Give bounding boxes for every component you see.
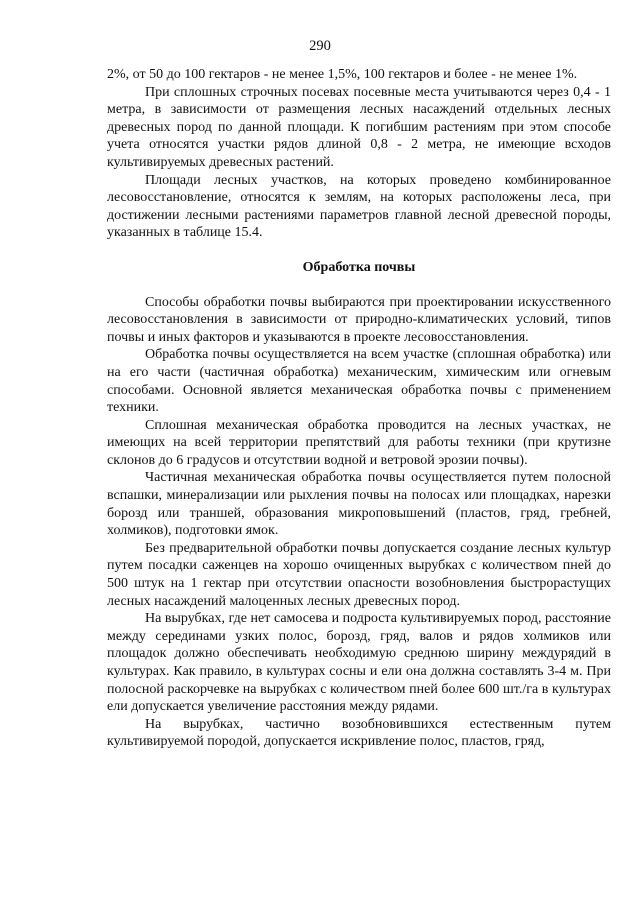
body-text: [107, 66, 611, 751]
paragraph-combined-reforestation: Площади лесных участков, на которых проведено комбинированное лесовосстановление, относятся к землям, на которых расположены леса, при достижении лесными растениями параметров главной лесной древесной породы, указанных в таблице 15.4.: [107, 172, 611, 241]
paragraph-partial-treatment: Частичная механическая обработка почвы осуществляется путем полосной вспашки, минерализации или рыхления почвы на полосах или площадках, нарезки борозд или траншей, образования микроповышений (пластов, гряд, гребней, холмиков), подготовки ямок.: [107, 470, 611, 539]
paragraph-partial-regrowth: На вырубках, частично возобновившихся естественным путем культивируемой породой, допускается искривление полос, пластов, гряд,: [107, 716, 611, 750]
paragraph-no-treatment: Без предварительной обработки почвы допускается создание лесных культур путем посадки саженцев на хорошо очищенных вырубках с количеством пней до 500 штук на 1 гектар при отсутствии опасности возобновления быстрорастущих лесных насаждений малоценных лесных древесных пород.: [107, 540, 611, 609]
section-heading: Обработка почвы: [302, 259, 416, 275]
page-number: 290: [309, 38, 331, 54]
paragraph-treatment-types: Обработка почвы осуществляется на всем участке (сплошная обработка) или на его части (частичная обработка) механическим, химическим или огневым способами. Основной является механическая обработка почвы с применением техники.: [107, 347, 611, 416]
paragraph-row-spacing: На вырубках, где нет самосева и подроста культивируемых пород, расстояние между серединами узких полос, борозд, гряд, валов и рядов холмиков или площадок должно обеспечивать необходимую среднюю ширину междурядий в культурах. Как правило, в культурах сосны и ели она должна составлять 3-4 м. При полосной раскорчевке на вырубках с количеством пней более 600 шт./га в культурах ели допускается увеличение расстояния между рядами.: [107, 611, 611, 715]
paragraph-continuous-treatment: Сплошная механическая обработка проводится на лесных участках, не имеющих на всей территории препятствий для работы техники (при крутизне склонов до 6 градусов и отсутствии водной и ветровой эрозии почвы).: [107, 417, 611, 468]
paragraph-continuation: 2%, от 50 до 100 гектаров - не менее 1,5%, 100 гектаров и более - не менее 1%.: [107, 67, 578, 82]
paragraph-methods: Способы обработки почвы выбираются при проектировании искусственного лесовосстановления в зависимости от природно-климатических условий, типов почвы и иных факторов и указываются в проекте лесовосстановления.: [107, 294, 611, 345]
paragraph-sowing-accounting: При сплошных строчных посевах посевные места учитываются через 0,4 - 1 метра, в зависимости от размещения лесных насаждений отдельных лесных древесных пород по данной площади. К погибшим растениям при этом способе учета относятся участки рядов длиной 0,8 - 2 метра, не имеющие всходов культивируемых древесных растений.: [107, 84, 611, 170]
